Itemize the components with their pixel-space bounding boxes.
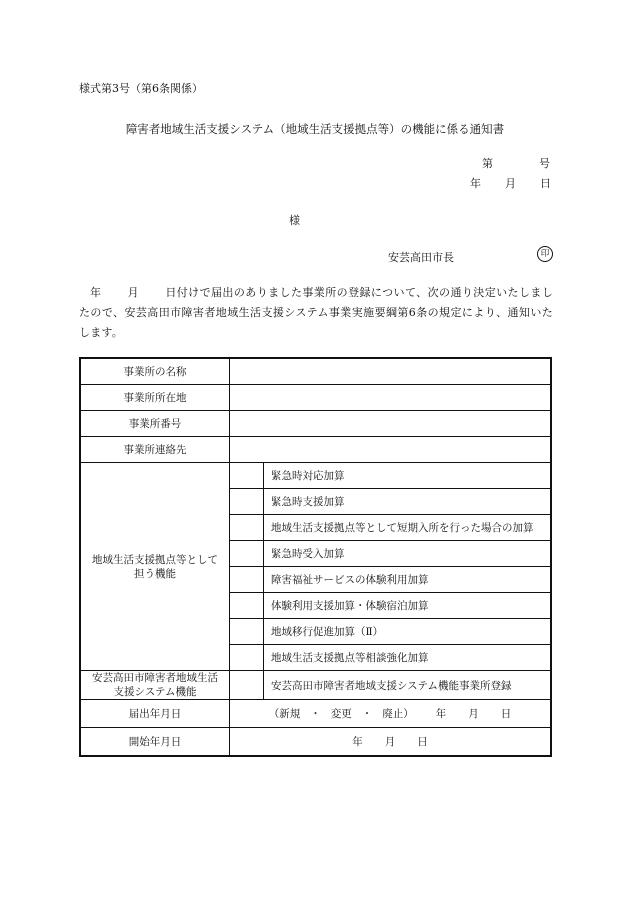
- number-suffix: 号: [539, 157, 550, 170]
- facility-address-field[interactable]: [230, 385, 552, 411]
- function-checkbox[interactable]: [230, 541, 264, 567]
- function-item: 緊急時対応加算: [264, 463, 552, 489]
- start-date-label: 開始年月日: [80, 728, 230, 756]
- body-paragraph: [79, 283, 553, 343]
- date-month: 月: [505, 177, 516, 190]
- system-value: 安芸高田市障害者地域支援システム機能事業所登録: [264, 671, 552, 700]
- facility-contact-field[interactable]: [230, 437, 552, 463]
- option-abolish[interactable]: 廃止: [382, 708, 404, 720]
- facility-name-field[interactable]: [230, 358, 552, 385]
- body-text: 日付けで届出のありました事業所の登録について、次の通り決定いたしましたので、安芸高田市障害者地域生活支援システム事業実施要綱第6条の規定により、通知いたします。: [79, 286, 554, 339]
- function-item: 障害福祉サービスの体験利用加算: [264, 567, 552, 593]
- system-label: 安芸高田市障害者地域生活支援システム機能: [80, 671, 230, 700]
- addressee-honorific: 様: [289, 214, 300, 227]
- function-checkbox[interactable]: [230, 567, 264, 593]
- row-label: 事業所所在地: [80, 385, 230, 411]
- date-day: 日: [540, 177, 551, 190]
- seal-mark: 印: [537, 246, 553, 262]
- date-year: 年: [470, 177, 481, 190]
- function-checkbox[interactable]: [230, 645, 264, 671]
- notification-date-field[interactable]: （新規 ・ 変更 ・ 廃止） 年 月 日: [230, 700, 552, 728]
- document-date: [470, 175, 551, 191]
- function-checkbox[interactable]: [230, 463, 264, 489]
- function-checkbox[interactable]: [230, 593, 264, 619]
- function-item: 緊急時支援加算: [264, 489, 552, 515]
- facility-number-field[interactable]: [230, 411, 552, 437]
- start-date-field[interactable]: [230, 728, 552, 756]
- function-item: 地域生活支援拠点等相談強化加算: [264, 645, 552, 671]
- notification-month: 月: [468, 708, 479, 720]
- option-new[interactable]: 新規: [279, 708, 301, 720]
- system-checkbox[interactable]: [230, 671, 264, 700]
- notification-day: 日: [500, 708, 512, 720]
- registration-table: [79, 357, 552, 757]
- form-number: 様式第3号（第6条関係）: [79, 82, 203, 95]
- issuer-name: 安芸高田市長: [388, 251, 454, 264]
- document-title: 障害者地域生活支援システム（地域生活支援拠点等）の機能に係る通知書: [125, 122, 505, 136]
- notification-date-label: 届出年月日: [80, 700, 230, 728]
- row-label: 事業所番号: [80, 411, 230, 437]
- body-month: 月: [127, 286, 140, 299]
- function-item: 地域生活支援拠点等として短期入所を行った場合の加算: [264, 515, 552, 541]
- row-label: 事業所の名称: [80, 358, 230, 385]
- start-month: 月: [384, 735, 396, 748]
- function-item: 体験利用支援加算・体験宿泊加算: [264, 593, 552, 619]
- document-number: [482, 155, 550, 171]
- start-day: 日: [417, 735, 428, 748]
- function-item: 緊急時受入加算: [264, 541, 552, 567]
- option-change[interactable]: 変更: [330, 708, 352, 720]
- row-label: 事業所連絡先: [80, 437, 230, 463]
- function-checkbox[interactable]: [230, 515, 264, 541]
- function-item: 地域移行促進加算（Ⅱ）: [264, 619, 552, 645]
- function-checkbox[interactable]: [230, 619, 264, 645]
- body-year: 年: [90, 286, 102, 299]
- start-year: 年: [352, 735, 363, 748]
- functions-label: 地域生活支援拠点等として担う機能: [80, 463, 230, 671]
- number-prefix: 第: [482, 157, 493, 170]
- notification-year: 年: [435, 708, 447, 720]
- function-checkbox[interactable]: [230, 489, 264, 515]
